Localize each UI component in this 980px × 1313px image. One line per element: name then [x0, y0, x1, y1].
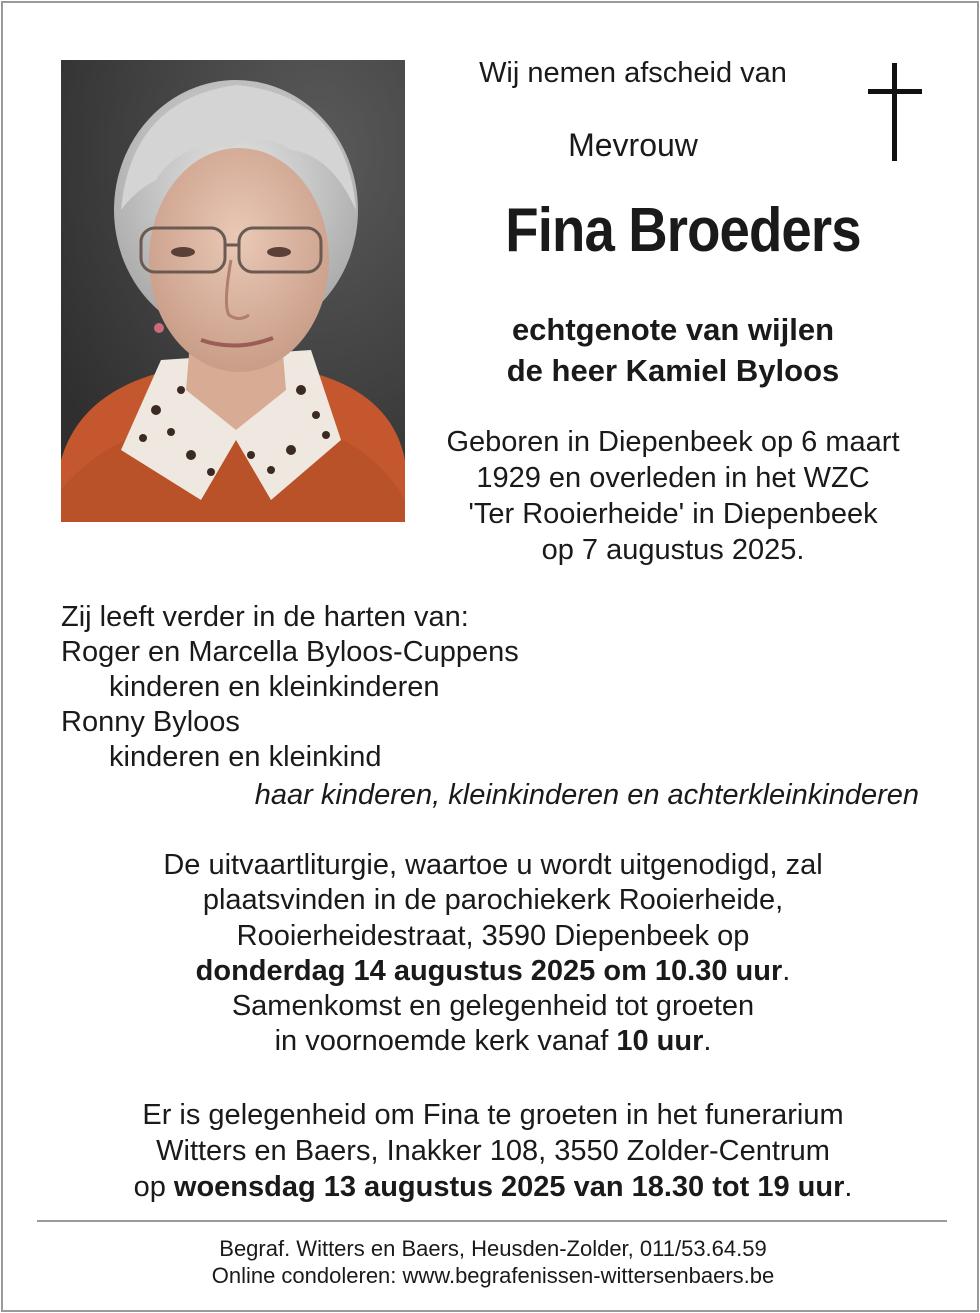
honorific: Mevrouw [568, 127, 698, 163]
funeral-line: Samenkomst en gelegenheid tot groeten [231, 990, 755, 1023]
funeral-line: plaatsvinden in de parochiekerk Rooierheide, [202, 884, 784, 917]
survivor-name: Roger en Marcella Byloos-Cuppens [61, 636, 519, 668]
spouse-block [433, 309, 913, 391]
visit-line: Witters en Baers, Inakker 108, 3550 Zolder-Centrum [156, 1135, 830, 1167]
funeral-date-suffix: . [782, 954, 791, 987]
survivors-closing: haar kinderen, kleinkinderen en achterkleinkinderen [254, 779, 919, 811]
visit-date-prefix: op [133, 1171, 174, 1203]
survivor-detail: kinderen en kleinkind [109, 741, 382, 773]
birth-line: 1929 en overleden in het WZC [476, 462, 870, 494]
intro-text: Wij nemen afscheid van [479, 57, 787, 89]
visit-date-suffix: . [844, 1171, 853, 1203]
funeral-time: 10 uur [616, 1025, 704, 1058]
birth-line: 'Ter Rooierheide' in Diepenbeek [468, 498, 878, 530]
funeral-home-info: Begraf. Witters en Baers, Heusden-Zolder, 011/53.64.59 [219, 1236, 767, 1261]
funeral-line: De uitvaartliturgie, waartoe u wordt uitgenodigd, zal [163, 849, 823, 881]
cross-icon [865, 63, 925, 163]
birth-line: Geboren in Diepenbeek op 6 maart [446, 426, 900, 458]
birth-line: op 7 augustus 2025. [541, 534, 805, 566]
visit-date-line [43, 1169, 943, 1205]
funeral-date-line [43, 954, 943, 989]
visit-line: Er is gelegenheid om Fina te groeten in het funerarium [142, 1099, 844, 1131]
portrait-photo [61, 60, 405, 522]
funeral-time-suffix: . [703, 1025, 712, 1058]
deceased-name: Fina Broeders [505, 196, 861, 265]
footer [43, 1235, 943, 1289]
birth-death-block [423, 424, 923, 568]
funeral-time-line [43, 1024, 943, 1059]
funeral-time-prefix: in voornoemde kerk vanaf [274, 1025, 617, 1058]
condolence-link[interactable]: Online condoleren: www.begrafenissen-wittersenbaers.be [211, 1263, 775, 1288]
visitation-block [43, 1097, 943, 1205]
survivors-heading: Zij leeft verder in de harten van: [61, 601, 469, 633]
obituary-card [1, 1, 979, 1312]
survivor-detail: kinderen en kleinkinderen [109, 671, 440, 703]
spouse-line: echtgenote van wijlen [511, 312, 835, 347]
funeral-line: Rooierheidestraat, 3590 Diepenbeek op [236, 919, 750, 952]
funeral-block [43, 848, 943, 1060]
footer-divider [37, 1220, 947, 1222]
survivor-name: Ronny Byloos [61, 706, 240, 738]
spouse-line: de heer Kamiel Byloos [506, 353, 840, 388]
survivors-block [61, 600, 519, 775]
funeral-date: donderdag 14 augustus 2025 om 10.30 uur [195, 954, 783, 987]
visit-date: woensdag 13 augustus 2025 van 18.30 tot 19 uur [173, 1171, 845, 1203]
